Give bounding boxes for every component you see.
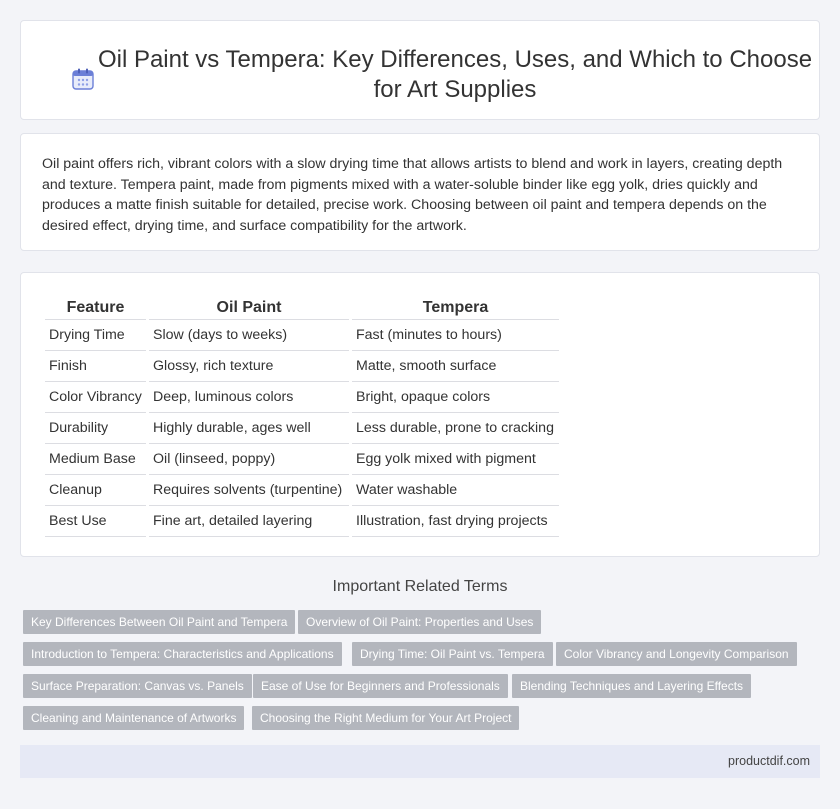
table-cell: Illustration, fast drying projects bbox=[352, 506, 559, 537]
table-row bbox=[45, 413, 559, 444]
table-cell: Cleanup bbox=[45, 475, 146, 506]
intro-paragraph: Oil paint offers rich, vibrant colors with a slow drying time that allows artists to blend and work in layers, creating depth and texture. Tempera paint, made from pigments mixed with a water-soluble binder like egg yolk, dries quickly and produces a matte finish suitable for detailed, precise work. Choosing between oil paint and tempera depends on the desired effect, drying time, and surface compatibility for the artwork. bbox=[42, 156, 783, 234]
table-row bbox=[45, 506, 559, 537]
related-tag[interactable]: Drying Time: Oil Paint vs. Tempera bbox=[352, 642, 553, 666]
related-tag[interactable]: Blending Techniques and Layering Effects bbox=[512, 674, 751, 698]
table-cell: Requires solvents (turpentine) bbox=[149, 475, 349, 506]
comparison-card bbox=[20, 272, 820, 557]
table-cell: Highly durable, ages well bbox=[149, 413, 349, 444]
table-cell: Drying Time bbox=[45, 320, 146, 351]
site-name[interactable]: productdif.com bbox=[728, 754, 810, 768]
table-row bbox=[45, 444, 559, 475]
table-cell: Glossy, rich texture bbox=[149, 351, 349, 382]
table-cell: Bright, opaque colors bbox=[352, 382, 559, 413]
related-tag[interactable]: Color Vibrancy and Longevity Comparison bbox=[556, 642, 797, 666]
table-cell: Medium Base bbox=[45, 444, 146, 475]
table-cell: Fine art, detailed layering bbox=[149, 506, 349, 537]
column-header: Oil Paint bbox=[149, 294, 349, 320]
related-tag[interactable]: Overview of Oil Paint: Properties and Uses bbox=[298, 610, 541, 634]
page-title: Oil Paint vs Tempera: Key Differences, Uses, and Which to Choose for Art Supplies bbox=[97, 46, 813, 103]
table-cell: Water washable bbox=[352, 475, 559, 506]
related-tag[interactable]: Cleaning and Maintenance of Artworks bbox=[23, 706, 244, 730]
table-cell: Color Vibrancy bbox=[45, 382, 146, 413]
table-cell: Less durable, prone to cracking bbox=[352, 413, 559, 444]
table-cell: Egg yolk mixed with pigment bbox=[352, 444, 559, 475]
table-header-row bbox=[45, 294, 559, 320]
intro-card bbox=[20, 133, 820, 251]
table-row bbox=[45, 351, 559, 382]
table-cell: Finish bbox=[45, 351, 146, 382]
table-row bbox=[45, 382, 559, 413]
related-tag[interactable]: Surface Preparation: Canvas vs. Panels bbox=[23, 674, 252, 698]
footer bbox=[20, 745, 820, 778]
column-header: Feature bbox=[45, 294, 146, 320]
related-tag[interactable]: Ease of Use for Beginners and Professionals bbox=[253, 674, 508, 698]
column-header: Tempera bbox=[352, 294, 559, 320]
title-card bbox=[20, 20, 820, 120]
related-tag[interactable]: Key Differences Between Oil Paint and Tempera bbox=[23, 610, 295, 634]
table-row bbox=[45, 320, 559, 351]
table-cell: Slow (days to weeks) bbox=[149, 320, 349, 351]
comparison-table bbox=[42, 294, 562, 537]
table-cell: Matte, smooth surface bbox=[352, 351, 559, 382]
related-tag[interactable]: Choosing the Right Medium for Your Art Project bbox=[252, 706, 519, 730]
related-terms-heading: Important Related Terms bbox=[332, 578, 508, 595]
table-cell: Best Use bbox=[45, 506, 146, 537]
table-cell: Deep, luminous colors bbox=[149, 382, 349, 413]
table-row bbox=[45, 475, 559, 506]
table-cell: Durability bbox=[45, 413, 146, 444]
table-cell: Fast (minutes to hours) bbox=[352, 320, 559, 351]
table-cell: Oil (linseed, poppy) bbox=[149, 444, 349, 475]
related-tag[interactable]: Introduction to Tempera: Characteristics and Applications bbox=[23, 642, 342, 666]
